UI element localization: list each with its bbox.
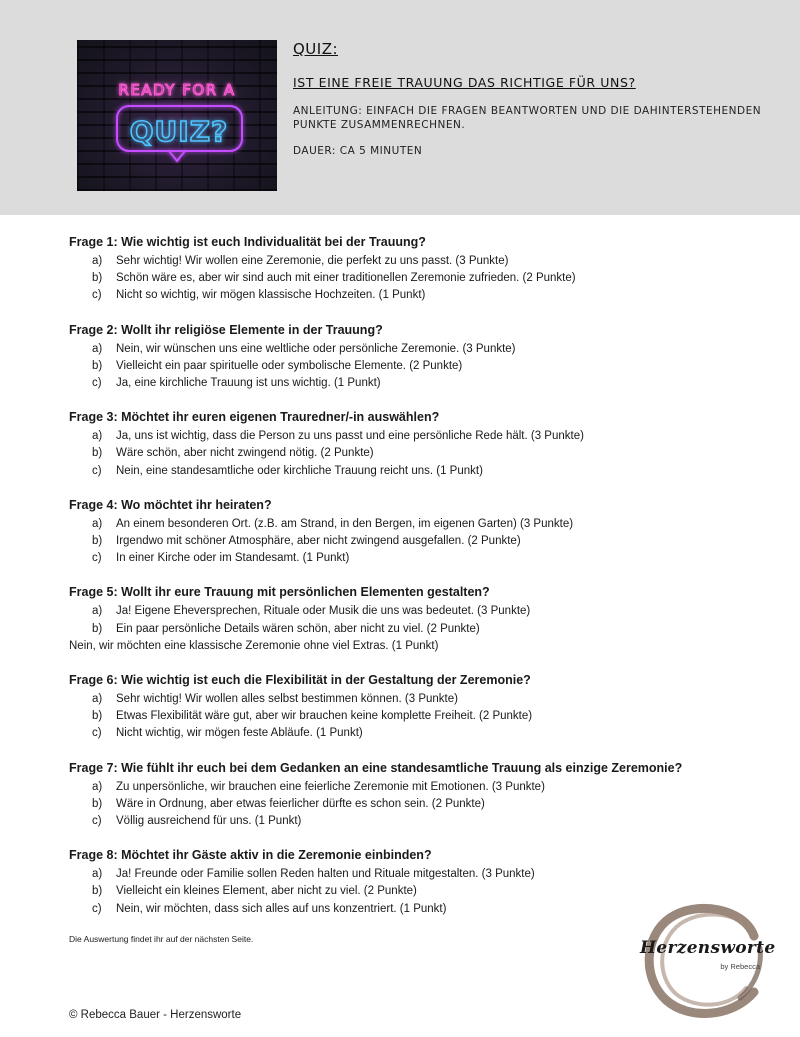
option-letter: b) xyxy=(92,272,103,285)
quiz-title: QUIZ: xyxy=(293,40,339,58)
neon-line2-text: QUIZ? xyxy=(129,115,229,148)
question-list xyxy=(69,235,769,936)
option-text: Sehr wichtig! Wir wollen eine Zeremonie, die perfekt zu uns passt. (3 Punkte) xyxy=(116,255,509,267)
logo-by: by Rebecca xyxy=(720,962,760,971)
copyright-text: © Rebecca Bauer - Herzensworte xyxy=(69,1009,242,1021)
option-text: Etwas Flexibilität wäre gut, aber wir brauchen keine komplette Freiheit. (2 Punkte) xyxy=(116,710,533,723)
logo-name: Herzensworte xyxy=(640,938,776,958)
answer-option xyxy=(69,253,769,270)
question-title: Frage 1: Wie wichtig ist euch Individualität bei der Trauung? xyxy=(69,235,426,249)
answer-option xyxy=(69,445,769,462)
option-letter: c) xyxy=(92,464,102,477)
question-block xyxy=(69,323,769,393)
option-text: Ja, eine kirchliche Trauung ist uns wichtig. (1 Punkt) xyxy=(116,377,381,390)
answer-option xyxy=(69,428,769,445)
answer-option xyxy=(69,270,769,287)
answer-option xyxy=(69,341,769,358)
option-text: Zu unpersönliche, wir brauchen eine feierliche Zeremonie mit Emotionen. (3 Punkte) xyxy=(116,780,545,793)
option-text: Nein, wir möchten eine klassische Zeremonie ohne viel Extras. (1 Punkt) xyxy=(69,639,439,652)
option-text: Ja! Freunde oder Familie sollen Reden halten und Rituale mitgestalten. (3 Punkte) xyxy=(116,868,535,881)
question-block xyxy=(69,235,769,305)
option-letter: a) xyxy=(92,517,103,530)
question-title: Frage 8: Möchtet ihr Gäste aktiv in die Zeremonie einbinden? xyxy=(69,848,432,863)
option-text: Nicht wichtig, wir mögen feste Abläufe. (1 Punkt) xyxy=(116,727,363,740)
answer-option xyxy=(69,516,769,533)
logo-swirl-graphic xyxy=(636,896,776,1020)
header-text-block xyxy=(293,40,773,157)
option-text: Wäre schön, aber nicht zwingend nötig. (2 Punkte) xyxy=(116,447,374,460)
answer-option xyxy=(69,621,769,638)
answer-option xyxy=(69,779,769,796)
option-letter: b) xyxy=(92,359,103,372)
option-letter: c) xyxy=(92,902,102,915)
question-block xyxy=(69,498,769,568)
option-text: In einer Kirche oder im Standesamt. (1 Punkt) xyxy=(116,552,350,565)
option-letter: a) xyxy=(92,430,103,443)
answer-option xyxy=(69,638,769,655)
option-text: Vielleicht ein paar spirituelle oder symbolische Elemente. (2 Punkte) xyxy=(116,359,463,372)
neon-sign-graphic xyxy=(77,40,277,191)
header-banner xyxy=(0,0,800,215)
answer-option xyxy=(69,533,769,550)
option-letter: c) xyxy=(92,289,102,302)
question-title: Frage 2: Wollt ihr religiöse Elemente in der Trauung? xyxy=(69,322,383,337)
answer-option xyxy=(69,813,769,830)
option-text: An einem besonderen Ort. (z.B. am Strand, in den Bergen, im eigenen Garten) (3 Punkte) xyxy=(116,517,574,530)
quiz-neon-image xyxy=(77,40,277,191)
quiz-subtitle: IST EINE FREIE TRAUUNG DAS RICHTIGE FÜR UNS? xyxy=(293,75,636,90)
option-text: Ja! Eigene Eheversprechen, Rituale oder Musik die uns was bedeutet. (3 Punkte) xyxy=(116,605,531,618)
option-letter: b) xyxy=(92,885,103,898)
answer-option xyxy=(69,550,769,567)
option-letter: a) xyxy=(92,780,103,793)
option-letter: a) xyxy=(92,693,103,706)
neon-bubble-tail xyxy=(169,151,185,161)
option-letter: b) xyxy=(92,447,103,460)
option-text: Vielleicht ein kleines Element, aber nicht zu viel. (2 Punkte) xyxy=(116,885,417,898)
quiz-instruction: ANLEITUNG: EINFACH DIE FRAGEN BEANTWORTEN UND DIE DAHINTERSTEHENDEN PUNKTE ZUSAMMENRECHNEN. xyxy=(293,105,762,131)
herzensworte-logo xyxy=(636,896,776,1020)
option-text: Völlig ausreichend für uns. (1 Punkt) xyxy=(116,815,302,828)
option-text: Ein paar persönliche Details wären schön, aber nicht zu viel. (2 Punkte) xyxy=(116,622,480,635)
option-text: Irgendwo mit schöner Atmosphäre, aber nicht zwingend ausgefallen. (2 Punkte) xyxy=(116,535,521,548)
option-letter: b) xyxy=(92,535,103,548)
answer-option xyxy=(69,691,769,708)
option-letter: a) xyxy=(92,342,103,355)
question-block xyxy=(69,585,769,655)
question-title: Frage 3: Möchtet ihr euren eigenen Trauredner/-in auswählen? xyxy=(69,410,440,425)
option-letter: b) xyxy=(92,710,103,723)
question-title: Frage 5: Wollt ihr eure Trauung mit persönlichen Elementen gestalten? xyxy=(69,585,490,600)
answer-option xyxy=(69,463,769,480)
option-letter: b) xyxy=(92,797,103,810)
option-text: Schön wäre es, aber wir sind auch mit einer traditionellen Zeremonie zufrieden. (2 Punkte) xyxy=(116,272,576,285)
option-text: Nicht so wichtig, wir mögen klassische Hochzeiten. (1 Punkt) xyxy=(116,289,426,302)
neon-line1-text: READY FOR A xyxy=(118,81,236,99)
option-text: Nein, wir möchten, dass sich alles auf uns konzentriert. (1 Punkt) xyxy=(116,902,447,915)
option-letter: a) xyxy=(92,605,103,618)
question-title: Frage 4: Wo möchtet ihr heiraten? xyxy=(69,497,272,512)
question-block xyxy=(69,761,769,831)
option-letter: a) xyxy=(92,255,103,267)
option-text: Wäre in Ordnung, aber etwas feierlicher dürfte es schon sein. (2 Punkte) xyxy=(116,797,485,810)
option-letter: c) xyxy=(92,552,102,565)
option-letter: c) xyxy=(92,815,102,828)
answer-option xyxy=(69,287,769,304)
quiz-duration: DAUER: CA 5 MINUTEN xyxy=(293,145,423,157)
answer-option xyxy=(69,866,769,883)
option-text: Nein, wir wünschen uns eine weltliche oder persönliche Zeremonie. (3 Punkte) xyxy=(116,342,516,355)
answer-option xyxy=(69,708,769,725)
evaluation-note: Die Auswertung findet ihr auf der nächsten Seite. xyxy=(69,934,254,944)
answer-option xyxy=(69,358,769,375)
option-letter: c) xyxy=(92,727,102,740)
option-letter: a) xyxy=(92,868,103,881)
option-text: Ja, uns ist wichtig, dass die Person zu uns passt und eine persönliche Rede hält. (3 Punkte) xyxy=(116,430,584,443)
question-block xyxy=(69,673,769,743)
answer-option xyxy=(69,603,769,620)
option-text: Nein, eine standesamtliche oder kirchliche Trauung reicht uns. (1 Punkt) xyxy=(116,464,483,477)
answer-option xyxy=(69,796,769,813)
option-letter: b) xyxy=(92,622,103,635)
answer-option xyxy=(69,375,769,392)
option-text: Sehr wichtig! Wir wollen alles selbst bestimmen können. (3 Punkte) xyxy=(116,693,458,706)
question-block xyxy=(69,410,769,480)
answer-option xyxy=(69,725,769,742)
question-title: Frage 7: Wie fühlt ihr euch bei dem Gedanken an eine standesamtliche Trauung als einzige Zeremonie? xyxy=(69,760,683,775)
question-title: Frage 6: Wie wichtig ist euch die Flexibilität in der Gestaltung der Zeremonie? xyxy=(69,673,531,688)
option-letter: c) xyxy=(92,377,102,390)
